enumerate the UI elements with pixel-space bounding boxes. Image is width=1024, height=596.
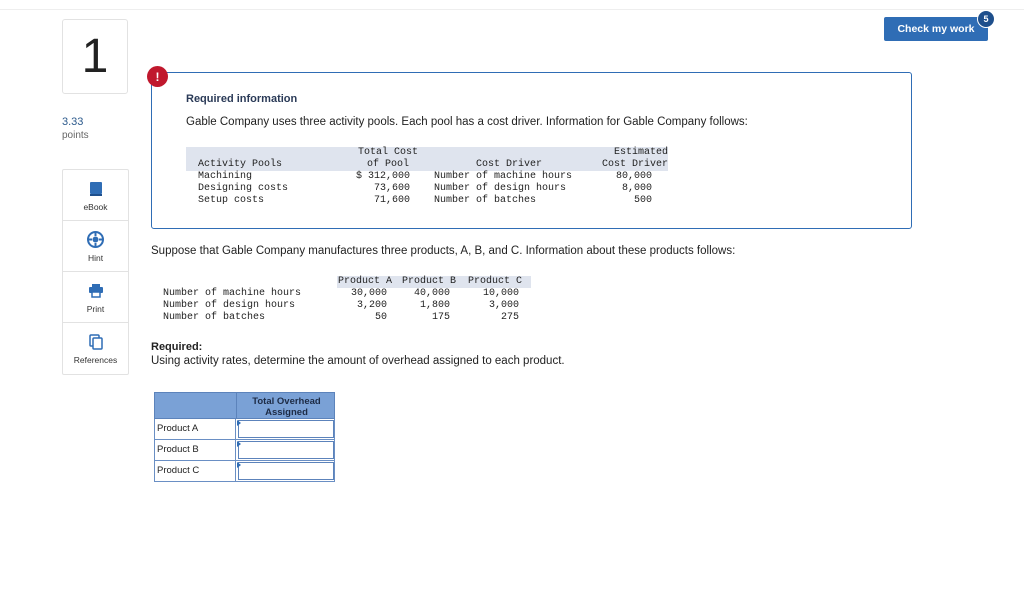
points-label: points: [62, 130, 89, 141]
header-product-b: Product B: [402, 276, 457, 287]
product-row-c: 275: [500, 312, 519, 323]
answer-row-label: Product A: [157, 423, 199, 434]
product-row-b: 1,800: [419, 300, 450, 311]
product-row-label: Number of design hours: [163, 300, 296, 311]
references-button[interactable]: [63, 323, 128, 374]
product-row-a: 3,200: [356, 300, 387, 311]
hint-icon: [87, 230, 104, 250]
references-icon: [89, 332, 103, 352]
pool-row-label: Setup costs: [198, 195, 265, 206]
header-cost-driver: Cost Driver: [475, 159, 542, 170]
pool-row-driver: Number of batches: [434, 195, 537, 206]
header-estimated-cost-driver: Cost Driver: [601, 159, 668, 170]
pool-row-driver: Number of machine hours: [434, 171, 573, 182]
product-row-b: 175: [431, 312, 450, 323]
answer-row-label: Product C: [157, 465, 200, 476]
side-tools: [62, 169, 129, 375]
header-of-pool: of Pool: [366, 159, 409, 170]
input-flag-icon: [237, 441, 241, 447]
required-info-title: Required information: [186, 93, 298, 105]
pool-row-cost: $ 312,000: [355, 171, 410, 182]
points-value: 3.33: [62, 116, 84, 128]
printer-icon: [88, 281, 104, 301]
hint-button[interactable]: [63, 221, 128, 272]
answer-table-header: [154, 392, 335, 419]
required-label: Required:: [151, 341, 203, 353]
answer-row-product-a: [154, 419, 335, 440]
pool-row-cost: 73,600: [373, 183, 410, 194]
print-button[interactable]: [63, 272, 128, 323]
header-estimated: Estimated: [613, 147, 668, 158]
answer-row-label: Product B: [157, 444, 199, 455]
answer-column-header: Total Overhead Assigned: [236, 393, 336, 420]
product-a-overhead-input[interactable]: [238, 420, 334, 438]
product-row-a: 50: [374, 312, 387, 323]
pool-row-label: Machining: [198, 171, 253, 182]
header-activity-pools: Activity Pools: [198, 159, 283, 170]
product-row-a: 30,000: [350, 288, 387, 299]
top-divider: [0, 9, 1024, 10]
answer-row-product-c: [154, 461, 335, 482]
pool-row-label: Designing costs: [198, 183, 289, 194]
pool-row-estimated: 8,000: [621, 183, 652, 194]
pool-row-estimated: 500: [633, 195, 652, 206]
header-product-c: Product C: [468, 276, 523, 287]
input-flag-icon: [237, 420, 241, 426]
required-text: Using activity rates, determine the amount of overhead assigned to each product.: [151, 355, 565, 367]
answer-cell: [235, 440, 335, 460]
answer-cell: [235, 419, 335, 439]
answer-row-product-b: [154, 440, 335, 461]
alert-icon: !: [147, 66, 168, 87]
input-flag-icon: [237, 462, 241, 468]
pool-row-cost: 71,600: [373, 195, 410, 206]
references-label: References: [73, 355, 118, 365]
products-intro: Suppose that Gable Company manufactures three products, A, B, and C. Information about these products follows:: [151, 245, 736, 257]
required-info-intro: Gable Company uses three activity pools. Each pool has a cost driver. Information for Gable Company follows:: [186, 116, 748, 128]
ebook-label: eBook: [83, 201, 108, 212]
product-row-c: 3,000: [488, 300, 519, 311]
check-my-work-button[interactable]: Check my work: [884, 17, 988, 41]
book-icon: [89, 179, 103, 199]
header-product-a: Product A: [338, 276, 393, 287]
print-label: Print: [86, 303, 105, 314]
product-row-label: Number of batches: [163, 312, 266, 323]
pool-row-driver: Number of design hours: [434, 183, 567, 194]
product-row-c: 10,000: [482, 288, 519, 299]
hint-label: Hint: [87, 252, 104, 263]
product-row-label: Number of machine hours: [163, 288, 302, 299]
header-total-cost: Total Cost: [357, 147, 418, 158]
pool-row-estimated: 80,000: [615, 171, 652, 182]
ebook-button[interactable]: [63, 170, 128, 221]
product-b-overhead-input[interactable]: [238, 441, 334, 459]
check-count-badge: 5: [977, 10, 995, 28]
product-row-b: 40,000: [413, 288, 450, 299]
answer-cell: [235, 461, 335, 481]
question-number: 1: [62, 19, 128, 94]
product-c-overhead-input[interactable]: [238, 462, 334, 480]
